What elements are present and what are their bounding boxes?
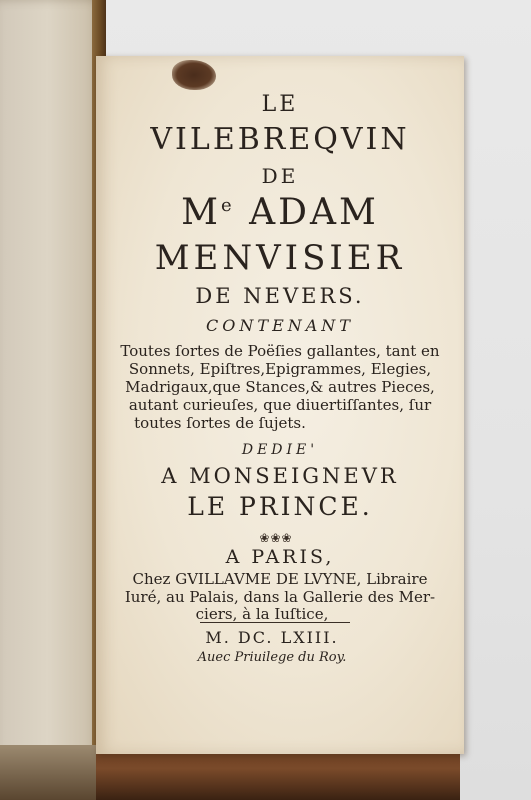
dedication-prince: LE PRINCE.: [187, 492, 373, 521]
binding-bottom: [0, 745, 106, 800]
book-board: [96, 748, 460, 800]
book-binding: [0, 0, 106, 800]
imprint-date: M. DC. LXIII.: [205, 628, 339, 647]
ornament-icon: ❀❀❀: [259, 531, 293, 545]
title-vilebrequin: VILEBREQVIN: [150, 122, 410, 157]
imprint-rule: [200, 622, 350, 623]
desc-line-1: Toutes ſortes de Poëſies gallantes, tant en: [120, 342, 440, 360]
desc-line-4: autant curieuſes, que diuertiſſantes, ſur: [128, 396, 432, 414]
title-page: [96, 56, 464, 754]
contenant-heading: CONTENANT: [206, 316, 354, 335]
privilege-line: Auec Priuilege du Roy.: [197, 650, 347, 665]
imprint-line-3: ciers, à la Iuſtice,: [195, 605, 329, 623]
imprint-line-1: Chez GVILLAVME DE LVYNE, Libraire: [132, 570, 428, 588]
desc-line-5: toutes ſortes de ſujets.: [134, 414, 306, 432]
dedication-monseigneur: A MONSEIGNEVR: [161, 464, 399, 488]
title-menvisier: MENVISIER: [154, 238, 406, 278]
title-de: DE: [261, 164, 299, 188]
title-author-row: Me ADAM: [181, 192, 379, 233]
imprint-paris: A PARIS,: [225, 546, 335, 568]
dedie-heading: DEDIE': [241, 442, 319, 458]
ink-stain: [172, 60, 216, 90]
imprint-line-2: Iuré, au Palais, dans la Gallerie des Mer-: [124, 588, 436, 606]
title-le: LE: [261, 92, 299, 117]
title-nevers: DE NEVERS.: [195, 284, 365, 308]
desc-line-2: Sonnets, Epiſtres,Epigrammes, Elegies,: [128, 360, 432, 378]
desc-line-3: Madrigaux,que Stances,& autres Pieces,: [125, 378, 435, 396]
